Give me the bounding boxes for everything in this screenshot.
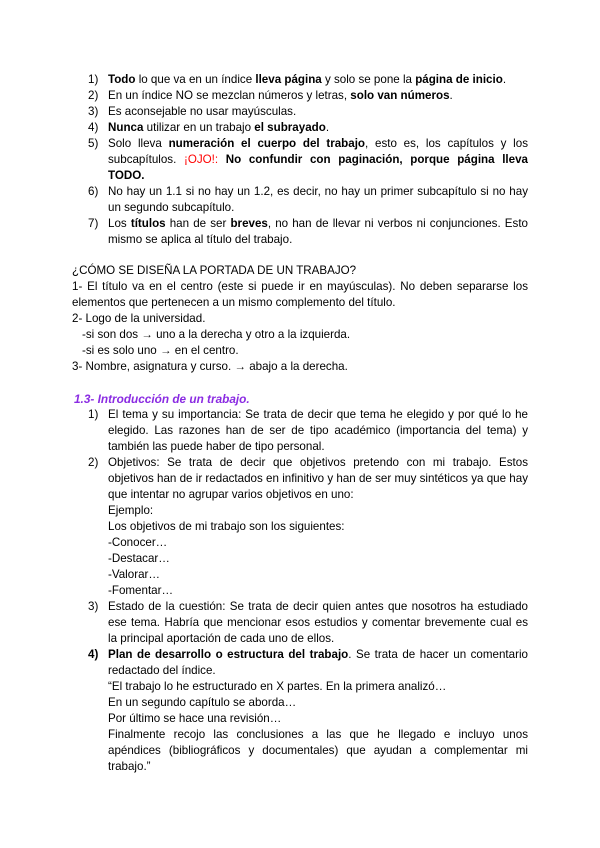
portada-question: ¿CÓMO SE DISEÑA LA PORTADA DE UN TRABAJO? (72, 264, 357, 277)
portada-point-2: 2- Logo de la universidad. (72, 312, 206, 325)
rule-number: 3) (88, 105, 99, 118)
rule-number: 5) (88, 137, 99, 150)
rule-text: ¡OJO!: (183, 153, 219, 166)
objetivo-item: -Valorar… (108, 568, 160, 581)
rule-text: lleva página (255, 73, 322, 86)
objetivo-item: -Fomentar… (108, 584, 174, 597)
rule-text: En un índice NO se mezclan números y letras, (108, 89, 351, 102)
plan-quote-line: En un segundo capítulo se aborda… (108, 696, 297, 709)
rule-text: numeración el cuerpo del trabajo (168, 137, 366, 150)
rule-text: , esto es, los capítulos y los subcapítulos. (108, 137, 528, 166)
plan-quote-line: Por último se hace una revisión… (108, 712, 282, 725)
rule-number: 1) (88, 73, 99, 86)
rule-text: . (502, 73, 507, 86)
rule-text: han de ser (165, 217, 231, 230)
rule-text: Es aconsejable no usar mayúsculas. (108, 105, 297, 118)
portada-point-1: 1- El título va en el centro (este si puede ir en mayúsculas). No deben separarse los elementos que pertenecen a un mismo complemento del título. (72, 280, 528, 309)
portada-point-3: 3- Nombre, asignatura y curso. → abajo a la derecha. (72, 360, 348, 373)
rule-number: 7) (88, 217, 99, 230)
rule-text: el subrayado (254, 121, 326, 134)
portada-point-2b: -si es solo uno → en el centro. (82, 344, 239, 357)
rule-item (88, 184, 528, 216)
portada-section (72, 263, 528, 375)
rule-text: . (325, 121, 330, 134)
rule-number: 2) (88, 89, 99, 102)
rule-item (88, 216, 528, 248)
intro-item-tema: 1) El tema y su importancia: Se trata de decir que tema he elegido y por qué lo he elegido. Las razones han de ser de tipo académico (importancia del tema) y también las puede haber de tipo personal. (88, 408, 528, 453)
intro-item-estado: 3) Estado de la cuestión: Se trata de decir quien antes que nosotros ha estudiado ese tema. Habría que mencionar esos estudios y comentar brevemente cual es la principal aportación de cada uno de ellos. (88, 600, 528, 645)
ejemplo-label: Ejemplo: (108, 504, 154, 517)
rule-text: . (449, 89, 453, 102)
rule-text: y solo se pone la (321, 73, 416, 86)
rule-text: Los (108, 217, 131, 230)
rule-item (88, 120, 528, 136)
rules-list (88, 72, 528, 248)
rule-text (218, 153, 226, 166)
objetivos-intro: Los objetivos de mi trabajo son los siguientes: (108, 520, 345, 533)
rule-item (88, 104, 528, 120)
rule-text: No hay un 1.1 si no hay un 1.2, es decir, no hay un primer subcapítulo si no hay un segundo subcapítulo. (108, 185, 528, 214)
rule-text: utilizar en un trabajo (143, 121, 255, 134)
rule-item (88, 88, 528, 104)
objetivo-item: -Conocer… (108, 536, 168, 549)
rule-text: No confundir con paginación, porque página lleva TODO. (108, 153, 528, 182)
plan-quote-line: “El trabajo lo he estructurado en X partes. En la primera analizó… (108, 680, 447, 693)
rule-text: solo van números (350, 89, 450, 102)
section-heading: 1.3- Introducción de un trabajo. (74, 392, 250, 406)
rule-text: lo que va en un índice (135, 73, 256, 86)
rule-item (88, 72, 528, 88)
rule-text: Nunca (108, 121, 144, 134)
intro-item-objetivos: 2) Objetivos: Se trata de decir que objetivos pretendo con mi trabajo. Estos objetivos han de ir redactados en infinitivo y han de ser muy sintéticos ya que hay que intentar no agrupar varios objetivos en uno: Ejemplo: Los objetivos de mi trabajo son los siguientes: -Conocer… -Destacar… -Valorar… -Fomentar… (88, 456, 528, 597)
intro-list (88, 407, 528, 775)
rule-number: 4) (88, 121, 99, 134)
rule-text: títulos (130, 217, 166, 230)
rule-text: , no han de llevar ni verbos ni conjunciones. Esto mismo se aplica al título del trabajo. (108, 217, 528, 246)
rule-text: Solo lleva (108, 137, 169, 150)
intro-item-plan: 4) Plan de desarrollo o estructura del trabajo. Se trata de hacer un comentario redactado del índice. “El trabajo lo he estructurado en X partes. En la primera analizó… En un segundo capítulo se aborda… Por último se hace una revisión… Finalmente recojo las conclusiones a las que he llegado e incluyo unos apéndices (bibliográficos y documentales) que ayudan a complementar mi trabajo.” (88, 648, 528, 773)
objetivo-item: -Destacar… (108, 552, 170, 565)
rule-item (88, 136, 528, 184)
rule-number: 6) (88, 185, 99, 198)
rule-text: breves (230, 217, 268, 230)
plan-quote-line: Finalmente recojo las conclusiones a las que he llegado e incluyo unos apéndices (bibliográficos y documentales) que ayudan a complementar mi trabajo.” (108, 728, 528, 773)
rule-text: Todo (108, 73, 136, 86)
rule-text: página de inicio (415, 73, 503, 86)
portada-point-2a: -si son dos → uno a la derecha y otro a la izquierda. (82, 328, 351, 341)
